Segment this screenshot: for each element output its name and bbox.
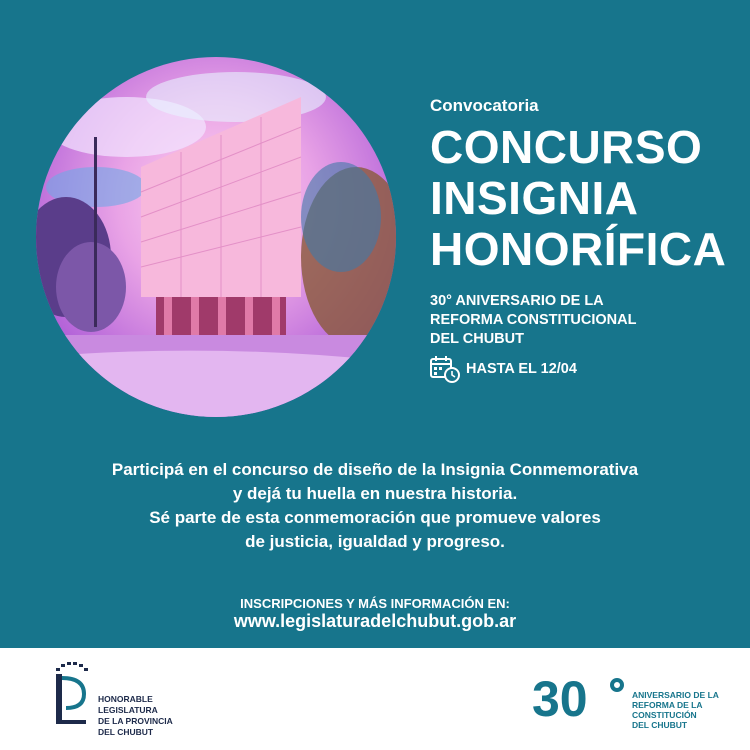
anniversary-line-3: CONSTITUCIÓN [632,710,697,720]
website-link[interactable]: www.legislaturadelchubut.gob.ar [233,611,517,631]
description-line-2: y dejá tu huella en nuestra historia. [232,484,518,503]
description-line-3: Sé parte de esta conmemoración que promueve valores [149,508,601,527]
info-label: INSCRIPCIONES Y MÁS INFORMACIÓN EN: [240,596,510,611]
anniversary-line-1: ANIVERSARIO DE LA [632,690,719,700]
contest-title [430,122,726,275]
subtitle-line-1: 30° ANIVERSARIO DE LA [430,293,604,309]
legislatura-line-1: HONORABLE [98,694,153,704]
subtitle-line-3: DEL CHUBUT [430,331,524,347]
anniversary-subtitle [430,292,636,349]
legislatura-line-2: LEGISLATURA [98,705,158,715]
anniversary-number: 30 [532,671,588,727]
calendar-clock-icon [430,355,460,383]
anniversary-caption [632,690,719,730]
deadline-text: HASTA EL 12/04 [466,361,577,377]
building-image [36,57,396,417]
legislatura-line-4: DEL CHUBUT [98,727,154,737]
kicker-text: Convocatoria [430,96,539,115]
degree-symbol [610,678,624,692]
title-line-1: CONCURSO [430,121,703,173]
title-line-3: HONORÍFICA [430,223,727,275]
description-line-4: de justicia, igualdad y progreso. [245,532,505,551]
description-line-1: Participá en el concurso de diseño de la Insignia Conmemorativa [111,460,639,479]
legislatura-name [98,694,173,738]
legislatura-logo-icon [50,660,94,728]
anniversary-line-2: REFORMA DE LA [632,700,703,710]
description-text [0,458,750,554]
deadline-row [430,355,577,383]
building-illustration [36,57,396,417]
title-line-2: INSIGNIA [430,172,639,224]
legislatura-line-3: DE LA PROVINCIA [98,716,173,726]
anniversary-line-4: DEL CHUBUT [632,720,688,730]
subtitle-line-2: REFORMA CONSTITUCIONAL [430,312,637,328]
